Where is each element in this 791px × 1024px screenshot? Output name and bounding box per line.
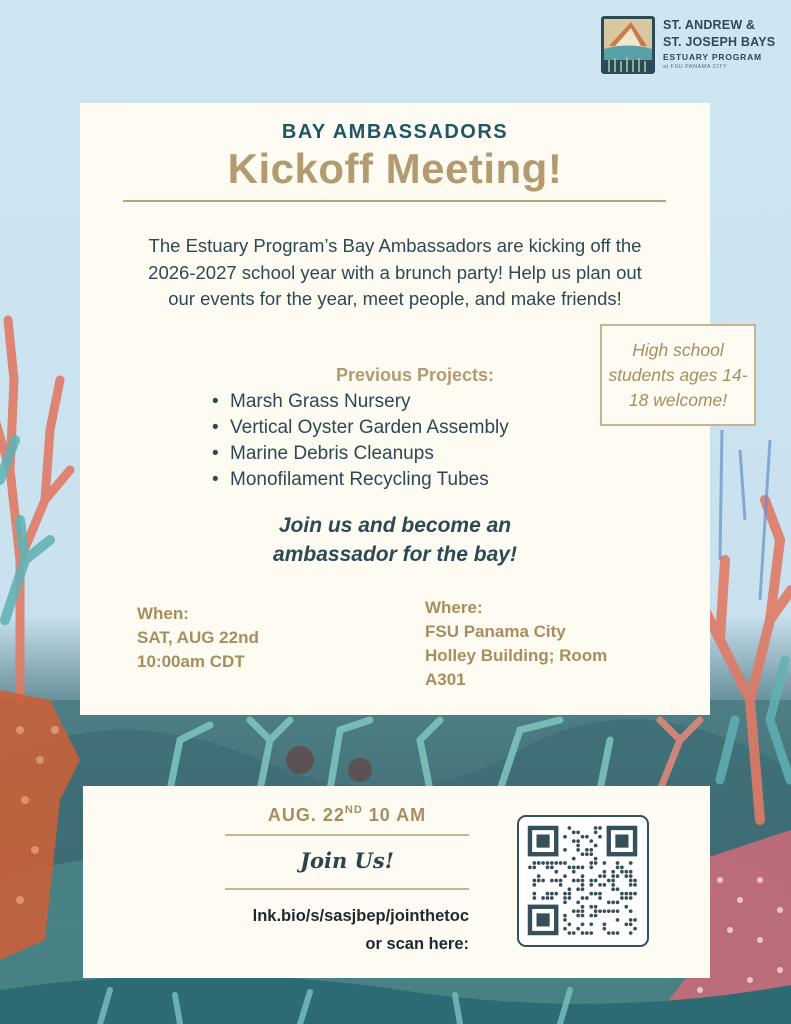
when-block — [137, 602, 259, 674]
where-line3: A301 — [425, 670, 466, 689]
age-badge — [600, 324, 756, 426]
divider — [225, 834, 469, 836]
event-date-banner — [225, 804, 469, 826]
date-suffix: ND — [344, 804, 363, 816]
date-time: 10 AM — [362, 805, 427, 825]
logo-title-line2: ST. JOSEPH BAYS — [663, 35, 776, 49]
list-item: • Monofilament Recycling Tubes — [212, 467, 509, 493]
cta-line2: ambassador for the bay! — [273, 543, 517, 566]
scan-instruction: or scan here: — [365, 935, 469, 953]
estuary-logo-icon — [601, 16, 655, 74]
list-item: • Marsh Grass Nursery — [212, 389, 509, 415]
list-item: • Marine Debris Cleanups — [212, 441, 509, 467]
title-divider — [123, 200, 666, 202]
event-kicker: BAY AMBASSADORS — [281, 121, 509, 143]
age-badge-text: High school students ages 14-18 welcome! — [608, 339, 748, 410]
event-headline: Kickoff Meeting! — [227, 145, 563, 192]
where-line2: Holley Building; Room — [425, 646, 608, 665]
call-to-action — [80, 511, 710, 569]
cta-line1: Join us and become an — [278, 514, 512, 537]
qr-code[interactable] — [517, 815, 649, 947]
join-us-text: Join Us! — [300, 848, 394, 873]
where-label: Where: — [425, 598, 483, 617]
date-main: AUG. 22 — [267, 805, 345, 825]
logo-tagline: at FSU PANAMA CITY — [663, 64, 728, 70]
program-logo — [601, 14, 781, 76]
when-time: 10:00am CDT — [137, 652, 245, 671]
projects-list — [212, 389, 509, 493]
qr-code-icon — [519, 817, 646, 944]
where-block — [425, 596, 675, 692]
divider — [225, 888, 469, 890]
when-label: When: — [137, 604, 189, 623]
when-date: SAT, AUG 22nd — [137, 628, 259, 647]
signup-link[interactable]: lnk.bio/s/sasjbep/jointhetoc — [252, 907, 469, 925]
intro-paragraph: The Estuary Program’s Bay Ambassadors are kicking off the 2026-2027 school year with a brunch party! Help us plan out our events for the year, meet people, and make friends! — [148, 235, 642, 309]
logo-subtitle: ESTUARY PROGRAM — [663, 52, 762, 62]
where-line1: FSU Panama City — [425, 622, 566, 641]
projects-heading: Previous Projects: — [335, 365, 495, 385]
list-item: • Vertical Oyster Garden Assembly — [212, 415, 509, 441]
logo-title-line1: ST. ANDREW & — [663, 18, 756, 32]
